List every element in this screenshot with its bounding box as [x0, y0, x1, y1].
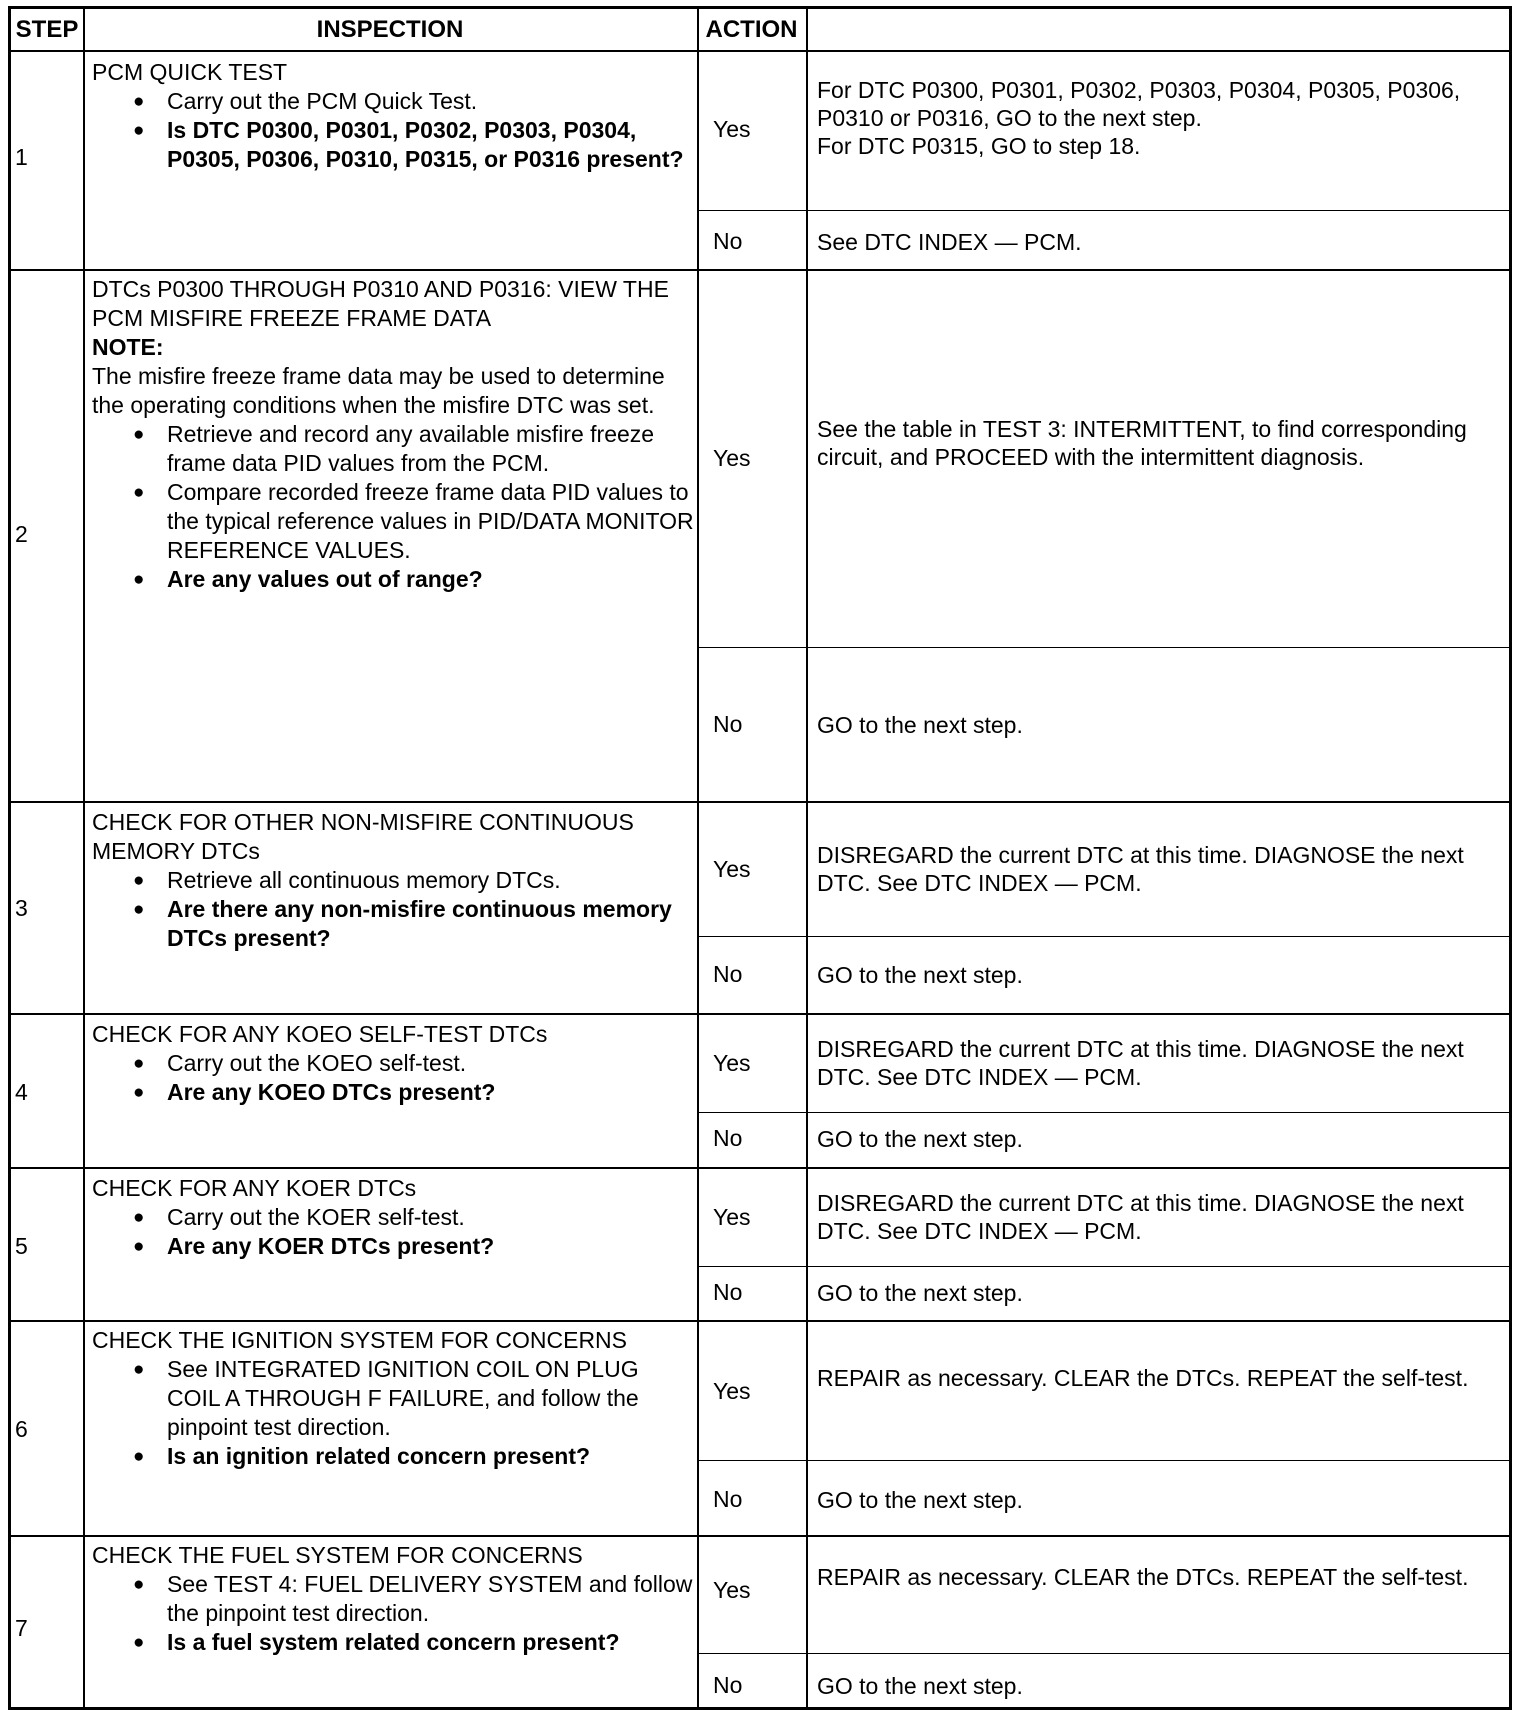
table-row	[11, 803, 1509, 1015]
yes-action: See the table in TEST 3: INTERMITTENT, to find corresponding circuit, and PROCEED with the intermittent diagnosis.	[817, 416, 1467, 470]
step-number: 2	[15, 521, 28, 547]
no-label: No	[713, 1672, 743, 1698]
step-number: 1	[15, 144, 28, 170]
yes-label: Yes	[713, 1577, 751, 1603]
header-inspection: INSPECTION	[316, 16, 464, 43]
yes-label: Yes	[713, 1050, 751, 1076]
question: ● Is a fuel system related concern present?	[92, 1628, 697, 1657]
inspection-cell	[92, 1541, 697, 1657]
inspection-cell	[92, 275, 697, 594]
question: ● Are any KOER DTCs present?	[92, 1232, 697, 1261]
inspection-cell	[92, 1326, 697, 1471]
yes-label: Yes	[713, 856, 751, 882]
question: ● Are any values out of range?	[92, 565, 697, 594]
step-title: CHECK FOR ANY KOEO SELF-TEST DTCs	[92, 1021, 548, 1047]
row-divider	[697, 647, 1509, 648]
inspection-cell	[92, 58, 697, 174]
yes-label: Yes	[713, 1378, 751, 1404]
yes-action: REPAIR as necessary. CLEAR the DTCs. REPEAT the self-test.	[817, 1365, 1469, 1391]
row-divider	[697, 1266, 1509, 1267]
header-action: ACTION	[705, 16, 798, 43]
no-action: GO to the next step.	[817, 1280, 1023, 1306]
inspection-cell	[92, 1020, 697, 1107]
step-title: CHECK THE FUEL SYSTEM FOR CONCERNS	[92, 1542, 583, 1568]
table-row	[11, 1537, 1509, 1710]
question: ● Is an ignition related concern present?	[92, 1442, 697, 1471]
bullet-item: ● Carry out the PCM Quick Test.	[92, 87, 697, 116]
no-action: GO to the next step.	[817, 712, 1023, 738]
no-action: GO to the next step.	[817, 1126, 1023, 1152]
yes-action-text: For DTC P0300, P0301, P0302, P0303, P0304, P0305, P0306, P0310 or P0316, GO to the next step.	[817, 77, 1461, 131]
inspection-cell	[92, 1174, 697, 1261]
step-number: 3	[15, 895, 28, 921]
step-number: 5	[15, 1233, 28, 1259]
yes-label: Yes	[713, 445, 751, 471]
step-number: 6	[15, 1416, 28, 1442]
yes-action	[817, 76, 1512, 160]
yes-label: Yes	[713, 116, 751, 142]
row-divider	[697, 210, 1509, 211]
header-step: STEP	[15, 16, 79, 43]
question: ● Are there any non-misfire continuous memory DTCs present?	[92, 895, 697, 953]
step-title: PCM QUICK TEST	[92, 59, 288, 85]
row-divider	[697, 1653, 1509, 1654]
yes-action: DISREGARD the current DTC at this time. DIAGNOSE the next DTC. See DTC INDEX — PCM.	[817, 1036, 1464, 1090]
table-row	[11, 1322, 1509, 1537]
no-label: No	[713, 1125, 743, 1151]
bullet-item: ● See INTEGRATED IGNITION COIL ON PLUG COIL A THROUGH F FAILURE, and follow the pinpoint test direction.	[92, 1355, 697, 1442]
note-text: The misfire freeze frame data may be used to determine the operating conditions when the misfire DTC was set.	[92, 363, 665, 418]
bullet-item: ● See TEST 4: FUEL DELIVERY SYSTEM and follow the pinpoint test direction.	[92, 1570, 697, 1628]
no-action: GO to the next step.	[817, 1487, 1023, 1513]
row-divider	[697, 1460, 1509, 1461]
row-divider	[697, 936, 1509, 937]
bullet-item: ● Retrieve and record any available misfire freeze frame data PID values from the PCM.	[92, 420, 697, 478]
table-header	[11, 9, 1509, 52]
no-action: GO to the next step.	[817, 1673, 1023, 1699]
row-divider	[697, 1112, 1509, 1113]
yes-action-text-2: For DTC P0315, GO to step 18.	[817, 133, 1141, 159]
diagnostic-table	[8, 6, 1512, 1710]
yes-action: REPAIR as necessary. CLEAR the DTCs. REPEAT the self-test.	[817, 1564, 1469, 1590]
table-row	[11, 271, 1509, 803]
step-number: 7	[15, 1615, 28, 1641]
yes-label: Yes	[713, 1204, 751, 1230]
step-number: 4	[15, 1079, 28, 1105]
table-row	[11, 52, 1509, 271]
bullet-item: ● Compare recorded freeze frame data PID values to the typical reference values in PID/DATA MONITOR REFERENCE VALUES.	[92, 478, 697, 565]
step-title: DTCs P0300 THROUGH P0310 AND P0316: VIEW THE PCM MISFIRE FREEZE FRAME DATA	[92, 276, 669, 331]
no-label: No	[713, 1486, 743, 1512]
bullet-item: ● Carry out the KOEO self-test.	[92, 1049, 697, 1078]
no-action: GO to the next step.	[817, 962, 1023, 988]
no-label: No	[713, 961, 743, 987]
no-label: No	[713, 1279, 743, 1305]
no-label: No	[713, 711, 743, 737]
note-label: NOTE:	[92, 334, 164, 360]
no-label: No	[713, 228, 743, 254]
step-title: CHECK FOR ANY KOER DTCs	[92, 1175, 417, 1201]
inspection-cell	[92, 808, 697, 953]
question: ● Is DTC P0300, P0301, P0302, P0303, P0304, P0305, P0306, P0310, P0315, or P0316 present?	[92, 116, 697, 174]
header-result	[806, 9, 1512, 50]
bullet-item: ● Carry out the KOER self-test.	[92, 1203, 697, 1232]
yes-action: DISREGARD the current DTC at this time. DIAGNOSE the next DTC. See DTC INDEX — PCM.	[817, 1190, 1464, 1244]
table-row	[11, 1169, 1509, 1322]
step-title: CHECK THE IGNITION SYSTEM FOR CONCERNS	[92, 1327, 628, 1353]
step-title: CHECK FOR OTHER NON-MISFIRE CONTINUOUS MEMORY DTCs	[92, 809, 634, 864]
question: ● Are any KOEO DTCs present?	[92, 1078, 697, 1107]
table-row	[11, 1015, 1509, 1169]
bullet-item: ● Retrieve all continuous memory DTCs.	[92, 866, 697, 895]
no-action: See DTC INDEX — PCM.	[817, 229, 1082, 255]
yes-action: DISREGARD the current DTC at this time. DIAGNOSE the next DTC. See DTC INDEX — PCM.	[817, 842, 1464, 896]
